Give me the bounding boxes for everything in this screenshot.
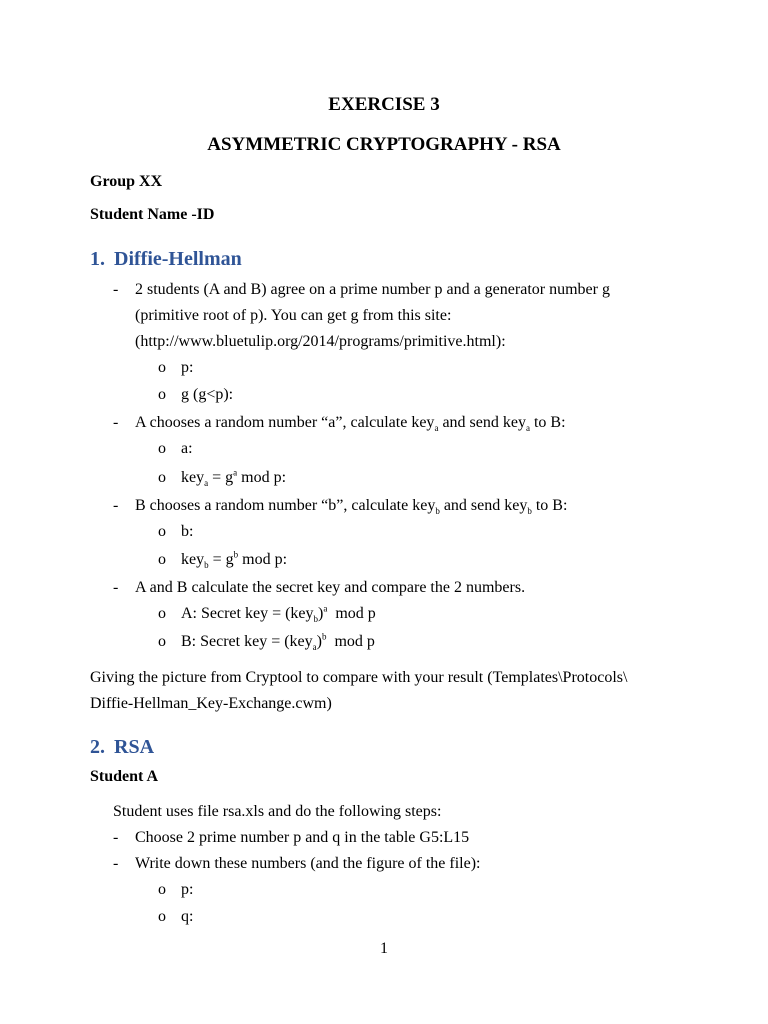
sub-item: g (g<p): xyxy=(181,386,234,403)
list-item: B chooses a random number “b”, calculate key$_b$ and send key$_b$ to B: xyxy=(135,497,568,517)
sub-item: p: xyxy=(181,359,194,376)
circle-bullet: o xyxy=(158,469,166,486)
group-label: Group XX xyxy=(90,173,163,190)
exercise-subtitle: ASYMMETRIC CRYPTOGRAPHY - RSA xyxy=(207,134,561,155)
sub-item-formula: $key_b = g^b$ mod p: xyxy=(181,549,288,571)
section-number: 2. xyxy=(90,736,105,758)
list-item: Choose 2 prime number p and q in the table G5:L15 xyxy=(135,829,470,846)
list-item-continuation: (primitive root of p). You can get g from this site: xyxy=(135,307,452,324)
sub-item: a: xyxy=(181,440,193,457)
circle-bullet: o xyxy=(158,633,166,650)
circle-bullet: o xyxy=(158,605,166,622)
dash-bullet: - xyxy=(113,281,119,298)
dash-bullet: - xyxy=(113,497,119,514)
section-number: 1. xyxy=(90,248,105,270)
section-heading-diffie-hellman xyxy=(90,248,242,271)
circle-bullet: o xyxy=(158,881,166,898)
student-name-label: Student Name -ID xyxy=(90,206,215,223)
paragraph: Giving the picture from Cryptool to compare with your result (Templates\Protocols\ xyxy=(90,669,628,686)
list-item: A and B calculate the secret key and compare the 2 numbers. xyxy=(135,579,526,596)
circle-bullet: o xyxy=(158,359,166,376)
section-title: Diffie-Hellman xyxy=(114,248,242,270)
dash-bullet: - xyxy=(113,414,119,431)
student-a-label: Student A xyxy=(90,768,159,785)
sub-item-formula: $key_a = g^a$ mod p: xyxy=(181,467,287,489)
sub-item-formula: B: Secret key = $(key_a)^b$ mod p xyxy=(181,631,375,653)
list-item: A chooses a random number “a”, calculate key$_a$ and send key$_a$ to B: xyxy=(135,414,566,434)
dash-bullet: - xyxy=(113,855,119,872)
list-item: Write down these numbers (and the figure of the file): xyxy=(135,855,481,872)
list-item: 2 students (A and B) agree on a prime number p and a generator number g xyxy=(135,281,610,298)
section-heading-rsa xyxy=(90,736,154,759)
dash-bullet: - xyxy=(113,829,119,846)
dash-bullet: - xyxy=(113,579,119,596)
sub-item: b: xyxy=(181,523,194,540)
circle-bullet: o xyxy=(158,551,166,568)
sub-item: p: xyxy=(181,881,194,898)
circle-bullet: o xyxy=(158,523,166,540)
circle-bullet: o xyxy=(158,908,166,925)
exercise-title: EXERCISE 3 xyxy=(328,94,440,115)
circle-bullet: o xyxy=(158,386,166,403)
sub-item: q: xyxy=(181,908,194,925)
page-number: 1 xyxy=(380,940,388,957)
paragraph: Student uses file rsa.xls and do the following steps: xyxy=(113,803,442,820)
section-title: RSA xyxy=(114,736,155,758)
sub-item-formula: A: Secret key = $(key_b)^a$ mod p xyxy=(181,603,376,625)
circle-bullet: o xyxy=(158,440,166,457)
list-item-url: (http://www.bluetulip.org/2014/programs/primitive.html): xyxy=(135,333,506,350)
paragraph-continuation: Diffie-Hellman_Key-Exchange.cwm) xyxy=(90,695,332,712)
